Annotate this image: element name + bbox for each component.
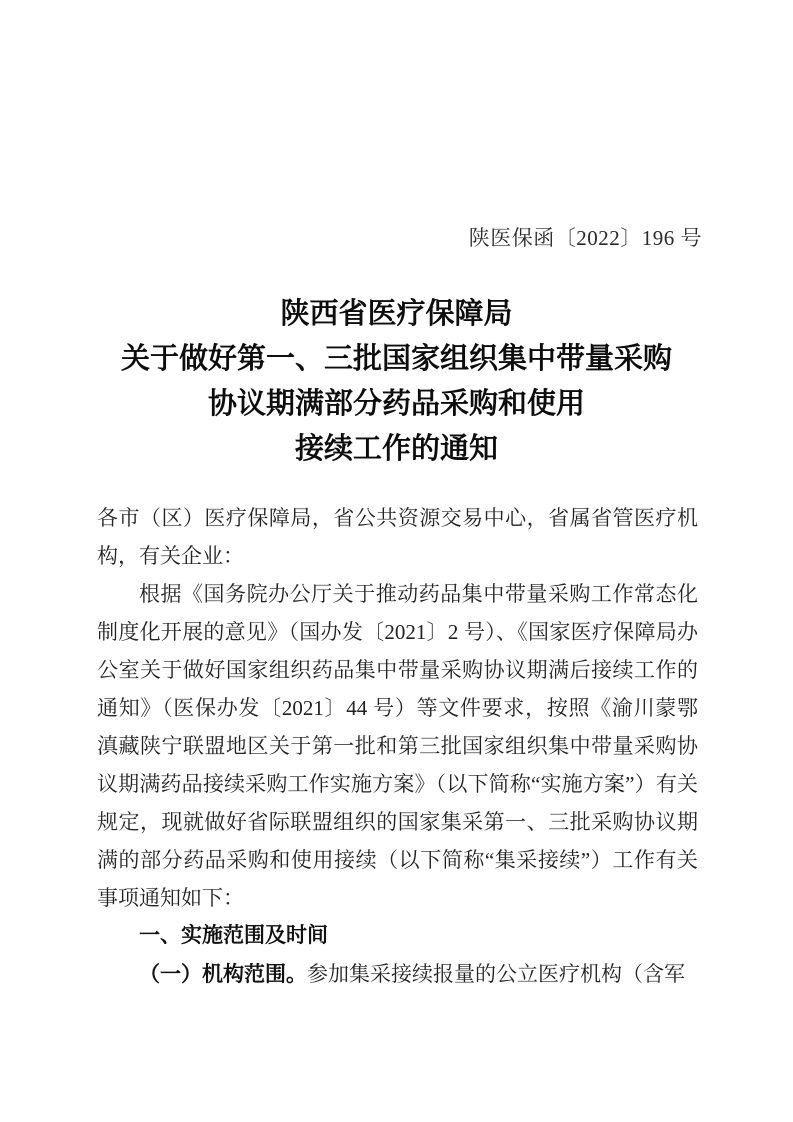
item-text: 参加集采接续报量的公立医疗机构（含军 [307,962,685,986]
intro-paragraph: 根据《国务院办公厅关于推动药品集中带量采购工作常态化制度化开展的意见》（国办发〔2021〕2 号）、《国家医疗保障局办公室关于做好国家组织药品集中带量采购协议期满后接续工作的通知》（医保办发〔2021〕44 号）等文件要求，按照《渝川蒙鄂滇藏陕宁联盟地区关于第一批和第三批国家组织集中带量采购协议期满药品接续采购工作实施方案》（以下简称“实施方案”）有关规定，现就做好省际联盟组织的国家集采第一、三批采购协议期满的部分药品采购和使用接续（以下简称“集采接续”）工作有关事项通知如下： [97,582,698,910]
title-line-1: 陕西省医疗保障局 [280,298,513,330]
title-line-4: 接续工作的通知 [294,433,498,465]
item-paragraph [97,955,698,993]
salutation: 各市（区）医疗保障局，省公共资源交易中心，省属省管医疗机构，有关企业： [97,506,698,568]
document-number: 陕医保函〔2022〕196 号 [468,226,702,250]
item-lead: （一）机构范围。 [139,962,307,986]
title-line-3: 协议期满部分药品采购和使用 [207,388,585,420]
document-title [60,292,733,472]
document-body [97,499,698,993]
section-heading-1: 一、实施范围及时间 [139,924,328,947]
title-line-2: 关于做好第一、三批国家组织集中带量采购 [120,343,672,375]
